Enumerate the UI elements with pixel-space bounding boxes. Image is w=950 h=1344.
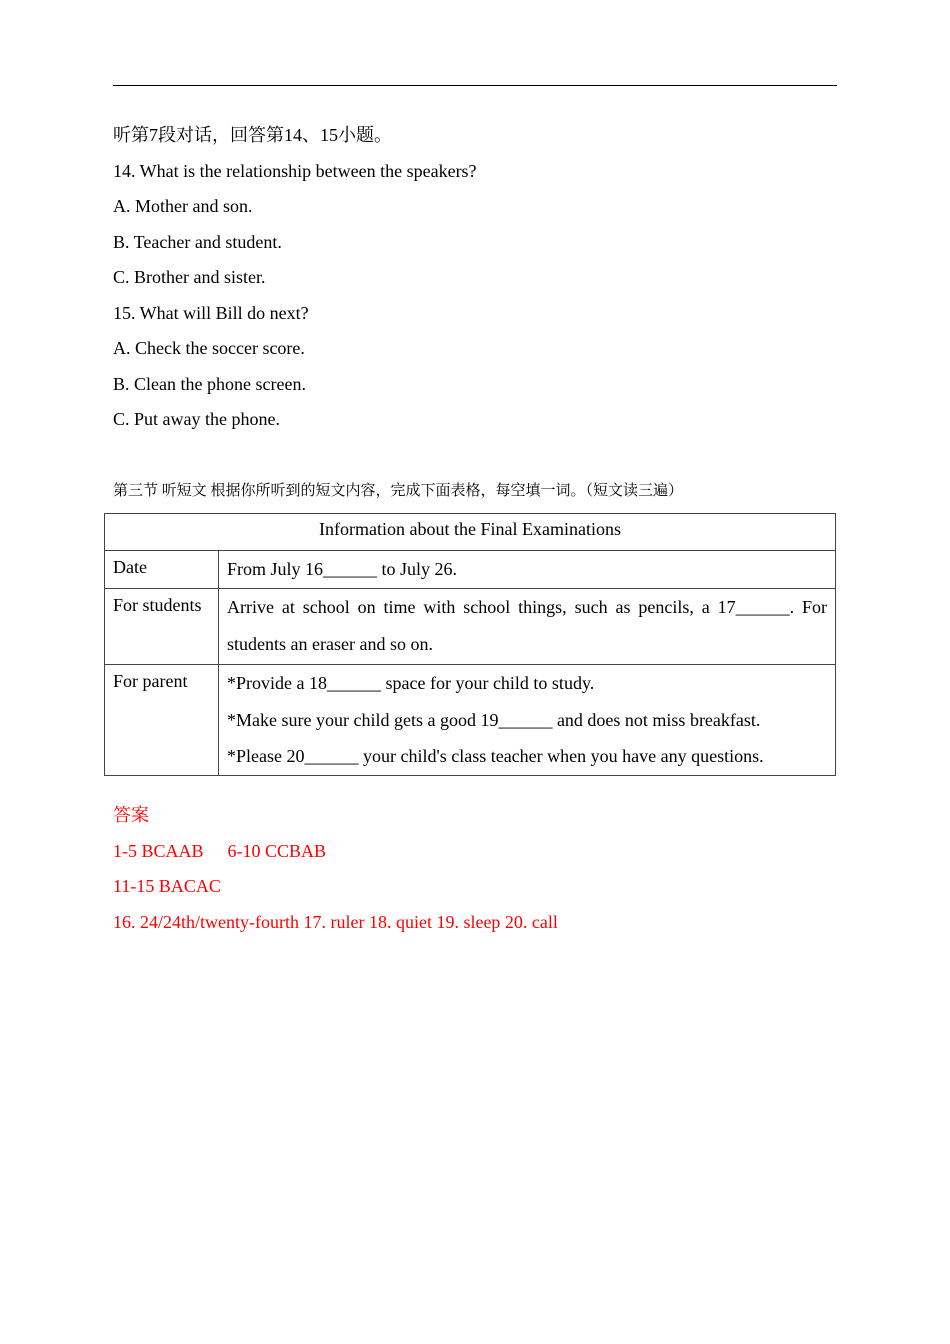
parent-label: For parent [105,665,219,776]
answer-key [113,798,558,940]
question-14-stem: 14. What is the relationship between the speakers? [113,160,477,181]
answer-1-5: 1-5 BCAAB [113,840,204,861]
question-15-option-c: C. Put away the phone. [113,409,280,429]
answer-line-1 [113,834,558,870]
students-value [219,589,836,665]
date-value [219,551,836,589]
question-14-option-a: A. Mother and son. [113,196,253,216]
table-row [105,665,836,776]
section-3-title: 第三节 听短文 根据你所听到的短文内容，完成下面表格，每空填一词。（短文读三遍） [113,483,684,499]
instruction-text: 听第7段对话，回答第14、15小题。 [113,125,392,145]
listening-questions [113,118,837,438]
answer-6-10: 6-10 CCBAB [227,840,327,861]
question-15-option-b: B. Clean the phone screen. [113,373,306,394]
question-15-stem: 15. What will Bill do next? [113,302,309,323]
table-title: Information about the Final Examinations [105,514,836,551]
question-14-option-c: C. Brother and sister. [113,267,266,287]
students-line-1: Arrive at school on time with school things, such as pencils, a 17______. For [227,597,827,617]
students-line-2: students an eraser and so on. [227,633,433,654]
table-row [105,589,836,665]
parent-line-2: *Make sure your child gets a good 19______ and does not miss breakfast. [227,709,761,730]
parent-line-3: *Please 20______ your child's class teacher when you have any questions. [227,746,764,766]
exam-info-table [104,513,836,776]
date-value-text: From July 16______ to July 26. [227,559,458,579]
answer-line-2: 11-15 BACAC [113,876,221,896]
table-row [105,551,836,589]
header-rule [113,85,837,86]
parent-line-1: *Provide a 18______ space for your child to study. [227,673,595,693]
question-14-option-b: B. Teacher and student. [113,231,282,252]
parent-value [219,665,836,776]
question-15-option-a: A. Check the soccer score. [113,338,305,358]
students-label: For students [105,589,219,665]
date-label: Date [105,551,219,589]
answer-heading: 答案 [113,805,149,825]
answer-line-3: 16. 24/24th/twenty-fourth 17. ruler 18. quiet 19. sleep 20. call [113,911,558,932]
